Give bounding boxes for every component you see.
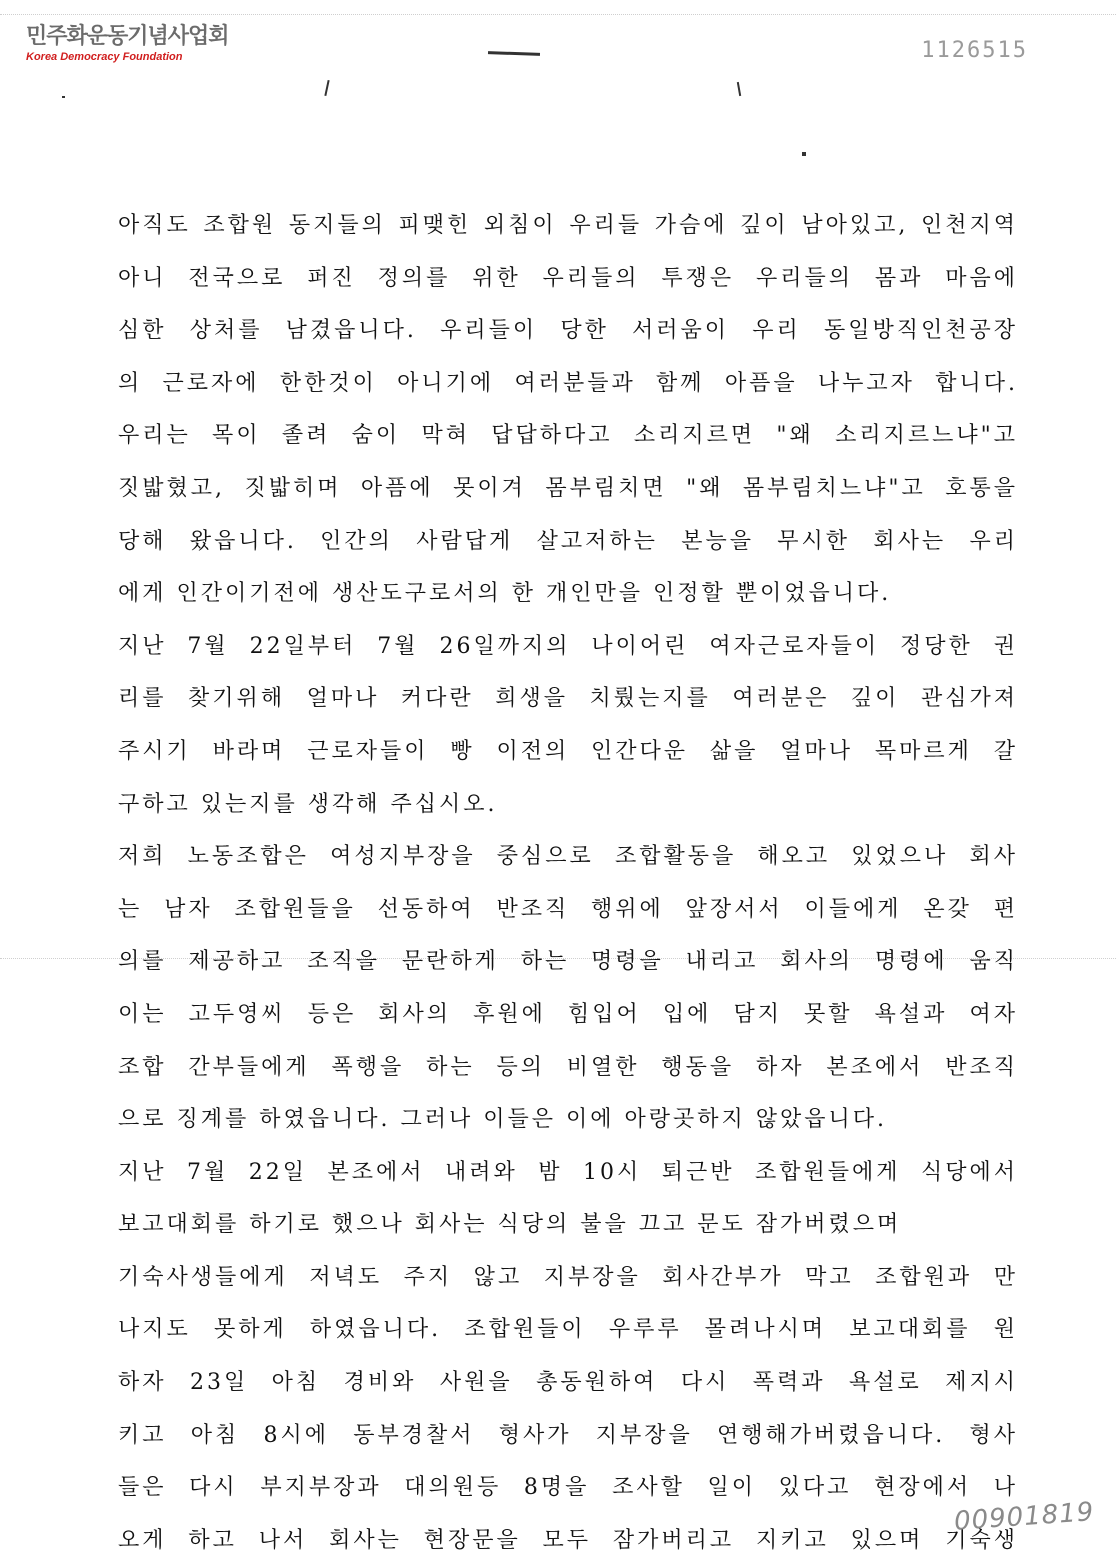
text-line: 들은 다시 부지부장과 대의원등 8명을 조사할 일이 있다고 현장에서 나: [118, 1475, 1018, 1501]
text-line: 짓밟혔고, 짓밟히며 아픔에 못이겨 몸부림치면 "왜 몸부림치느냐"고 호통을: [118, 475, 1018, 501]
text-line: 하자 23일 아침 경비와 사원을 총동원하여 다시 폭력과 욕설로 제지시: [118, 1370, 1018, 1396]
scan-mark: [62, 96, 65, 98]
logo-english-text: Korea Democracy Foundation: [26, 51, 183, 63]
text-line: 심한 상처를 남겼읍니다. 우리들이 당한 서러움이 우리 동일방직인천공장: [118, 318, 1018, 344]
text-line: 조합 간부들에게 폭행을 하는 등의 비열한 행동을 하자 본조에서 반조직: [118, 1054, 1018, 1080]
scan-line: [0, 14, 1116, 16]
text-line: 구하고 있는지를 생각해 주십시오.: [118, 791, 498, 817]
text-line: 의 근로자에 한한것이 아니기에 여러분들과 함께 아픔을 나누고자 합니다.: [118, 370, 1018, 396]
text-line: 오게 하고 나서 회사는 현장문을 모두 잠가버리고 지키고 있으며 기숙생: [118, 1527, 1018, 1553]
text-line: 키고 아침 8시에 동부경찰서 형사가 지부장을 연행해가버렸읍니다. 형사: [118, 1422, 1018, 1448]
document-number-top: 1126515: [921, 38, 1028, 63]
text-line: 당해 왔읍니다. 인간의 사람답게 살고저하는 본능을 무시한 회사는 우리: [118, 528, 1018, 554]
text-line: 저희 노동조합은 여성지부장을 중심으로 조합활동을 해오고 있었으나 회사: [118, 844, 1018, 870]
text-line: 기숙사생들에게 저녁도 주지 않고 지부장을 회사간부가 막고 조합원과 만: [118, 1264, 1018, 1290]
text-line: 는 남자 조합원들을 선동하여 반조직 행위에 앞장서서 이들에게 온갖 편: [118, 896, 1018, 922]
text-line: 이는 고두영씨 등은 회사의 후원에 힘입어 입에 담지 못할 욕설과 여자: [118, 1001, 1018, 1027]
text-line: 우리는 목이 졸려 숨이 막혀 답답하다고 소리지르면 "왜 소리지르느냐"고: [118, 423, 1018, 449]
scan-mark: [488, 51, 540, 56]
text-line: 보고대회를 하기로 했으나 회사는 식당의 불을 끄고 문도 잠가버렸으며: [118, 1212, 902, 1238]
text-line: 지난 7월 22일 본조에서 내려와 밤 10시 퇴근반 조합원들에게 식당에서: [118, 1159, 1018, 1185]
document-number-bottom: 00901819: [952, 1497, 1095, 1537]
text-line: 주시기 바라며 근로자들이 빵 이전의 인간다운 삶을 얼마나 목마르게 갈: [118, 738, 1018, 764]
text-line: 아직도 조합원 동지들의 피맺힌 외침이 우리들 가슴에 깊이 남아있고, 인천지역: [118, 213, 1018, 238]
letter-body: [118, 200, 1018, 1567]
text-line: 리를 찾기위해 얼마나 커다란 희생을 치뤘는지를 여러분은 깊이 관심가져: [118, 686, 1018, 712]
scan-mark: [802, 152, 806, 156]
foundation-logo: [26, 24, 229, 64]
scan-mark: [324, 80, 329, 96]
text-line: 으로 징계를 하였읍니다. 그러나 이들은 이에 아랑곳하지 않았읍니다.: [118, 1107, 887, 1133]
logo-korean-text: 민주화운동기념사업회: [26, 24, 229, 49]
scan-mark: [737, 82, 741, 96]
text-line: 나지도 못하게 하였읍니다. 조합원들이 우루루 몰려나시며 보고대회를 원: [118, 1317, 1018, 1343]
text-line: 아니 전국으로 퍼진 정의를 위한 우리들의 투쟁은 우리들의 몸과 마음에: [118, 265, 1018, 291]
text-line: 의를 제공하고 조직을 문란하게 하는 명령을 내리고 회사의 명령에 움직: [118, 949, 1018, 975]
text-line: 지난 7월 22일부터 7월 26일까지의 나이어린 여자근로자들이 정당한 권: [118, 633, 1018, 659]
text-line: 에게 인간이기전에 생산도구로서의 한 개인만을 인정할 뿐이었읍니다.: [118, 581, 892, 607]
